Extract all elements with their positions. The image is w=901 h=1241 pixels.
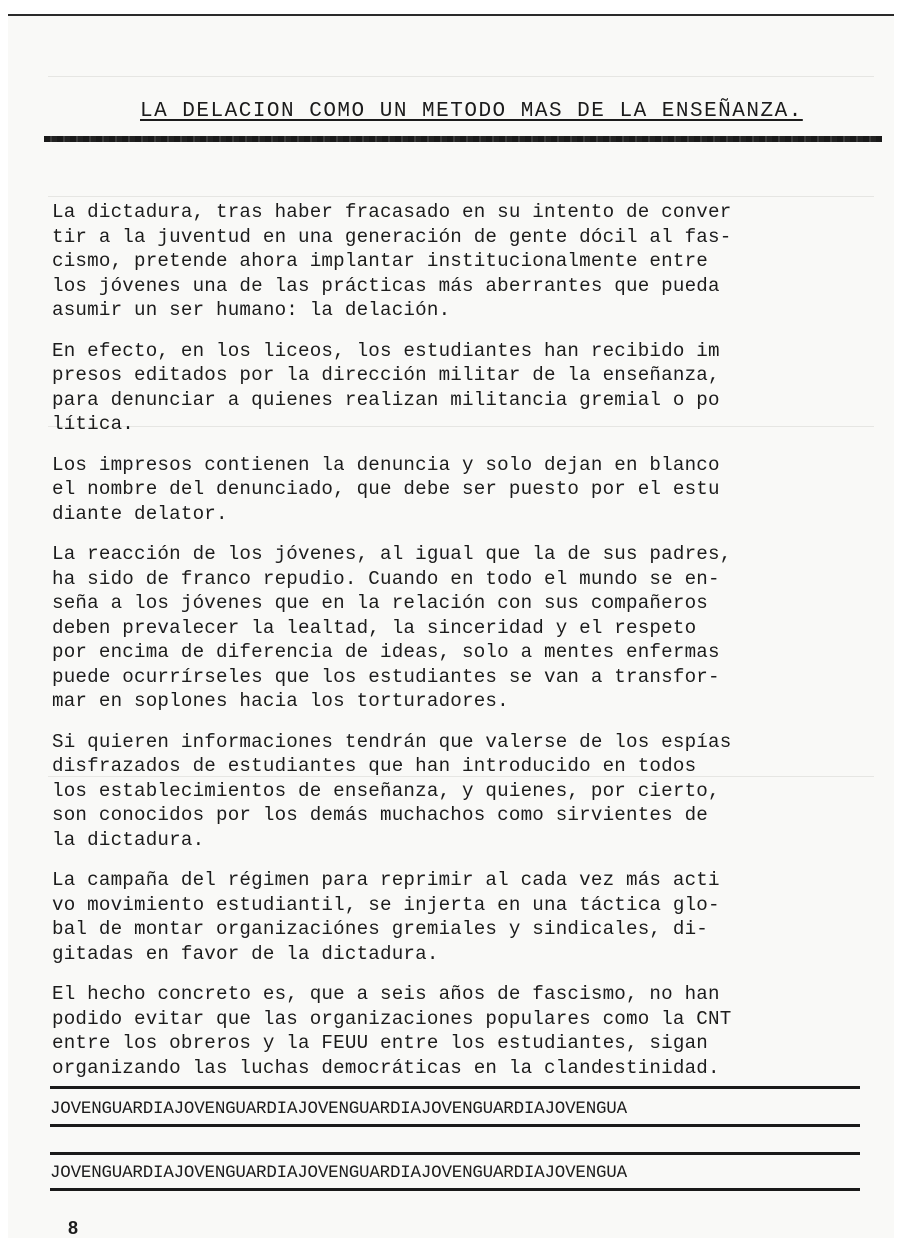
page-number: 8 xyxy=(68,1218,79,1238)
paragraph xyxy=(52,868,887,966)
text-line: mar en soplones hacia los torturadores. xyxy=(52,690,509,712)
text-line: podido evitar que las organizaciones populares como la CNT xyxy=(52,1007,732,1030)
title-rule xyxy=(44,136,882,142)
text-line: tir a la juventud en una generación de gente dócil al fas- xyxy=(52,225,732,248)
text-line: gitadas en favor de la dictadura. xyxy=(52,942,439,965)
paragraph xyxy=(52,453,887,527)
banner-text-1: JOVENGUARDIAJOVENGUARDIAJOVENGUARDIAJOVENGUARDIAJOVENGUA xyxy=(50,1099,627,1119)
text-line: los establecimientos de enseñanza, y quienes, por cierto, xyxy=(52,779,720,802)
paragraph xyxy=(52,339,887,437)
banner-rule xyxy=(50,1188,860,1191)
text-line: En efecto, en los liceos, los estudiantes han recibido im xyxy=(52,339,720,362)
article-body xyxy=(52,200,887,1096)
text-line: La reacción de los jóvenes, al igual que la de sus padres, xyxy=(52,543,732,565)
text-line: presos editados por la dirección militar de la enseñanza, xyxy=(52,364,720,386)
text-line: organizando las luchas democráticas en la clandestinidad. xyxy=(52,1056,720,1079)
text-line: ha sido de franco repudio. Cuando en todo el mundo se en- xyxy=(52,567,720,590)
text-line: asumir un ser humano: la delación. xyxy=(52,299,451,321)
banner-rule xyxy=(50,1124,860,1127)
banner-rule xyxy=(50,1086,860,1089)
article-title: LA DELACION COMO UN METODO MAS DE LA ENSEÑANZA. xyxy=(140,100,803,123)
text-line: Los impresos contienen la denuncia y solo dejan en blanco xyxy=(52,453,720,476)
banner-text-2: JOVENGUARDIAJOVENGUARDIAJOVENGUARDIAJOVENGUARDIAJOVENGUA xyxy=(50,1163,627,1183)
text-line: seña a los jóvenes que en la relación con sus compañeros xyxy=(52,592,709,614)
text-line: disfrazados de estudiantes que han introducido en todos xyxy=(52,755,697,777)
paragraph xyxy=(52,982,887,1080)
text-line: vo movimiento estudiantil, se injerta en una táctica glo- xyxy=(52,893,720,916)
text-line: la dictadura. xyxy=(52,828,205,851)
text-line: son conocidos por los demás muchachos como sirvientes de xyxy=(52,804,709,826)
text-line: el nombre del denunciado, que debe ser puesto por el estu xyxy=(52,478,720,500)
text-line: deben prevalecer la lealtad, la sinceridad y el respeto xyxy=(52,616,697,639)
text-line: lítica. xyxy=(52,413,135,435)
text-line: entre los obreros y la FEUU entre los estudiantes, sigan xyxy=(52,1032,709,1054)
text-line: para denunciar a quienes realizan militancia gremial o po xyxy=(52,388,720,411)
text-line: La campaña del régimen para reprimir al cada vez más acti xyxy=(52,869,720,891)
paragraph xyxy=(52,542,887,714)
text-line: cismo, pretende ahora implantar institucionalmente entre xyxy=(52,250,709,272)
bleed-through-line xyxy=(48,196,874,197)
paragraph xyxy=(52,200,887,323)
text-line: El hecho concreto es, que a seis años de fascismo, no han xyxy=(52,983,720,1005)
banner-rule xyxy=(50,1152,860,1155)
text-line: bal de montar organizaciónes gremiales y sindicales, di- xyxy=(52,918,709,940)
text-line: puede ocurrírseles que los estudiantes se van a transfor- xyxy=(52,665,720,688)
text-line: diante delator. xyxy=(52,502,228,525)
paragraph xyxy=(52,730,887,853)
text-line: La dictadura, tras haber fracasado en su intento de conver xyxy=(52,201,732,223)
text-line: Si quieren informaciones tendrán que valerse de los espías xyxy=(52,730,732,753)
bleed-through-line xyxy=(48,76,874,77)
text-line: por encima de diferencia de ideas, solo a mentes enfermas xyxy=(52,641,720,663)
text-line: los jóvenes una de las prácticas más aberrantes que pueda xyxy=(52,274,720,297)
